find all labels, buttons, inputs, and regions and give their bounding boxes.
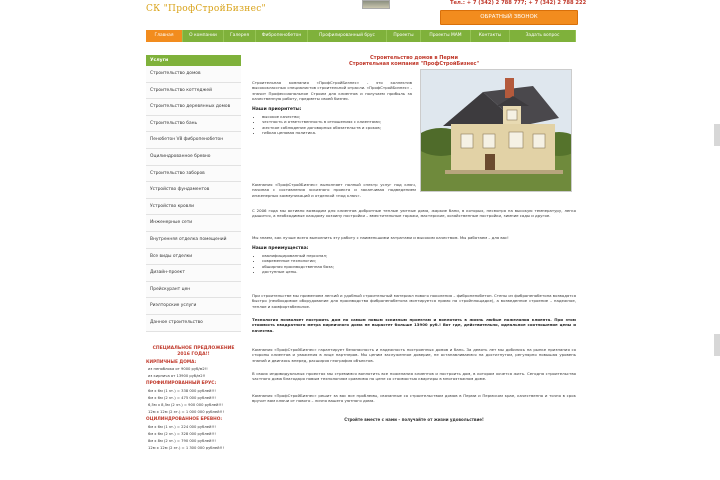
promo-line: 12м х 12м (2 эт.) = 1 000 000 рублей!!!: [148, 410, 225, 415]
sidebar-item[interactable]: Строительство домов: [146, 66, 241, 83]
paragraph: Технология позволяет построить дом по самым новым эскизным проектам и воплотить в жизнь любые пожелания клиента. При этом стоимость квадратного метра кирпичного дома не вырастет больше 13900 руб.! Вот где, действительно, идеальное соотношение цены и качества.: [252, 317, 576, 333]
nav-contacts[interactable]: Контакты: [471, 30, 510, 42]
promo-line: 12м х 12м (2 эт.) = 1 300 000 рублей!!!: [148, 445, 225, 450]
paragraph: С 2006 года мы активно возводим для клиентов добротные теплые уютные дома, жаркие бани, в которых, несмотря на высокую температуру, легко дышится, а необходимые каждому хозяину постройки – вместительные гаражи, мастерские, хозяйственные постройки, зимние сады и другое.: [252, 208, 576, 219]
nav-about[interactable]: О компании: [183, 30, 224, 42]
sidebar-item[interactable]: Устройство фундаментов: [146, 182, 241, 199]
phone-2: + 7 (342) 2 788 222: [528, 0, 587, 6]
paragraph: Компания «ПрофСтройБизнес» выполняет полный спектр услуг под ключ, начиная с составления эскизного проекта и заканчивая подведением инженерных коммуникаций и отделкой «под ключ».: [252, 182, 416, 198]
special-offer-title: СПЕЦИАЛЬНОЕ ПРЕДЛОЖЕНИЕ 2016 ГОДА!!: [152, 345, 235, 357]
header-house-thumbnail: [362, 0, 390, 9]
nav-gallery[interactable]: Галерея: [224, 30, 256, 42]
promo-line: из кирпича от 13900 руб/м2!!: [148, 374, 206, 379]
promo-line: 6м х 6м (1 эт.) = 338 000 рублей!!!: [148, 389, 216, 394]
promo-line: 6м х 6м (2 эт.) = 328 000 рублей!!!: [148, 431, 216, 436]
paragraph: Компания «ПрофСтройБизнес» решит за вас все проблемы, связанные со строительством домов в Перми и Пермском крае, качественно и точно в срок вручит вам ключи от нового – лично вашего уютного дома.: [252, 393, 576, 404]
sidebar-item[interactable]: Дизайн-проект: [146, 265, 241, 282]
page-title-line-2: Строительная компания "ПрофСтройБизнес": [348, 61, 480, 68]
header-phones: [450, 0, 586, 7]
page-title: [252, 55, 576, 68]
promo-line: 6,5м х 8,5м (2 эт.) = 900 000 рублей!!!: [148, 403, 223, 408]
house-photo: [420, 69, 572, 192]
nav-home[interactable]: Главная: [146, 30, 183, 42]
callback-button[interactable]: ОБРАТНЫЙ ЗВОНОК: [440, 10, 578, 25]
sidebar-item[interactable]: Данное строительство: [146, 315, 241, 332]
promo-line: 8м х 8м (2 эт.) = 790 000 рублей!!!: [148, 438, 216, 443]
brand-logo[interactable]: СК "ПрофСтройБизнес": [146, 4, 266, 14]
intro-text: Строительная компания «ПрофСтройБизнес» - это коллектив высококлассных специалистов строительной отрасли. «ПрофСтройБизнес» - значит Профессиональное Строим для клиентов и получаем прибыль за качественную работу, предметы своей бизнес.: [252, 80, 412, 101]
profiled-beam-heading: ПРОФИЛИРОВАННЫЙ БРУС:: [146, 381, 217, 387]
advantages-heading: Наши преимущества:: [252, 246, 309, 251]
paragraph: Компания «ПрофСтройБизнес» гарантирует безопасность и надежность построенных домов и бань. За девять лет мы добились на рынке признания со стороны клиентов и уважения в лице партнеров. Мы ценим заслуженное доверие, не останавливаемся на достигнутом, регулярно повышая уровень знаний и двигаясь вперед, расширяя география объектов.: [252, 347, 576, 363]
nav-projects[interactable]: Проекты: [387, 30, 421, 42]
sidebar-item[interactable]: Устройство кровли: [146, 199, 241, 216]
closing-slogan: Стройте вместе с нами – получайте от жизни удовольствие!: [344, 417, 484, 422]
side-scroll-tab[interactable]: [714, 334, 720, 356]
priorities-list: [262, 114, 412, 135]
special-offer: [146, 346, 241, 451]
list-item: • гибкая ценовая политика.: [262, 130, 412, 135]
nav-fibrofoam[interactable]: Фибропенобетон: [256, 30, 308, 42]
promo-line: 6м х 6м (2 эт.) = 475 000 рублей!!!: [148, 396, 216, 401]
sidebar-item[interactable]: Все виды отделки: [146, 249, 241, 266]
nav-projects-mam[interactable]: Проекты МАМ: [421, 30, 471, 42]
rounded-log-heading: ОЦИЛИНДРОВАННОЕ БРЕВНО:: [146, 417, 223, 423]
side-scroll-tab[interactable]: [714, 124, 720, 146]
priorities-heading: Наши приоритеты:: [252, 107, 302, 113]
sidebar-item[interactable]: Строительство деревянных домов: [146, 99, 241, 116]
main-nav: [146, 30, 576, 42]
paragraph: При строительстве мы применяем легкий и удобный строительный материал нового поколения – фибропенобетон. Стены из фибропенобетона возводятся быстро (необходимое оборудование для производства фибропенобетона монтируется прямо на стройплощадке), а возведенное строение – надежное, теплое и комфортабельное.: [252, 293, 576, 309]
main-content: [252, 55, 576, 422]
list-item: • честность и ответственность в отношениях с клиентами;: [262, 119, 412, 124]
nav-ask-question[interactable]: Задать вопрос: [510, 30, 576, 42]
sidebar-item[interactable]: Строительство коттеджей: [146, 83, 241, 100]
sidebar-title: Услуги: [146, 55, 241, 66]
intro-block: [252, 80, 412, 135]
sidebar-item[interactable]: Прейскурант цен: [146, 282, 241, 299]
page-title-line-1: Строительство домов в Перми: [370, 55, 458, 61]
sidebar-item[interactable]: Внутренняя отделка помещений: [146, 232, 241, 249]
brick-houses-heading: КИРПИЧНЫЕ ДОМА:: [146, 359, 197, 365]
list-item: • обширная производственная база;: [262, 264, 576, 269]
promo-line: из пеноблока от 9000 руб/м2!!: [148, 367, 208, 372]
promo-line: 6м х 6м (1 эт.) = 224 000 рублей!!!: [148, 424, 216, 429]
advantages-block: [252, 246, 576, 274]
phone-1: Тел.: + 7 (342) 2 788 777;: [450, 0, 527, 6]
nav-profiled-beam[interactable]: Профилированный брус: [308, 30, 387, 42]
list-item: • доступные цены.: [262, 269, 576, 274]
advantages-list: [262, 253, 576, 274]
list-item: • современные технологии;: [262, 258, 576, 263]
sidebar-item[interactable]: Пенобетон V8 фибропенобетон: [146, 132, 241, 149]
list-item: • жесткое соблюдение договорных обязательств и сроков;: [262, 125, 412, 130]
sidebar-item[interactable]: Оцилиндрованное бревно: [146, 149, 241, 166]
sidebar: [146, 55, 241, 453]
sidebar-item[interactable]: Риэлторские услуги: [146, 298, 241, 315]
paragraph: Мы знаем, как лучше всего выполнить эту работу с наименьшими затратами и высоким качеством. Мы работаем – для вас!: [252, 235, 509, 240]
list-item: • высокое качество;: [262, 114, 412, 119]
list-item: • квалифицированный персонал;: [262, 253, 576, 258]
paragraph: В своих индивидуальных проектах мы стремимся воплотить все пожелания клиентов и построить дом, в котором хочется жить. Сегодня строительство частного дома благодаря новым технологиям сравнимо по цене со стоимостью квартиры в многоэтажном доме.: [252, 371, 576, 382]
sidebar-item[interactable]: Строительство заборов: [146, 166, 241, 183]
sidebar-item[interactable]: Инженерные сети: [146, 215, 241, 232]
sidebar-item[interactable]: Строительство бань: [146, 116, 241, 133]
